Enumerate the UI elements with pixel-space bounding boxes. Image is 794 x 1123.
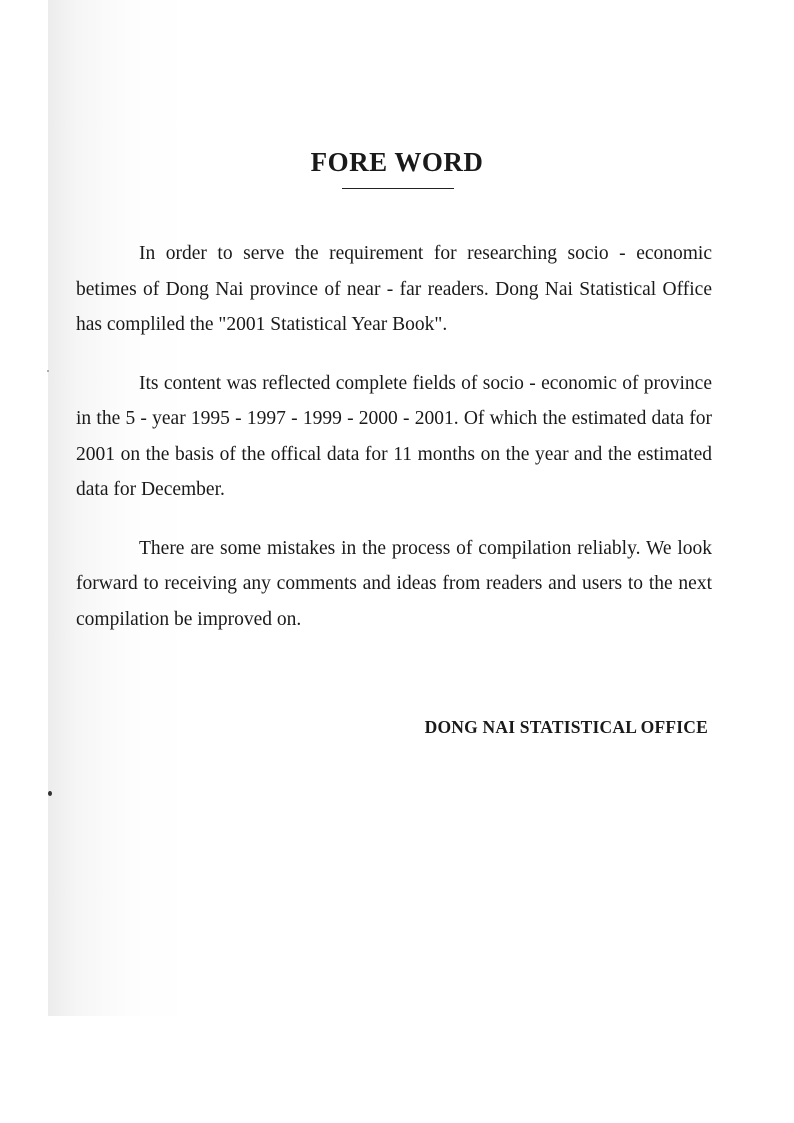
paragraph-content: Its content was reflected complete fields of socio - economic of province in the 5 - year 1995 - 1997 - 1999 - 2000 - 2001. Of which the estimated data for 2001 on the basis of the offical data for 11 months on the year and the estimated data for December. bbox=[76, 372, 712, 500]
scan-speck bbox=[48, 791, 52, 796]
page-title: FORE WORD bbox=[310, 147, 484, 177]
signature: DONG NAI STATISTICAL OFFICE bbox=[424, 717, 708, 737]
title-underline bbox=[342, 188, 454, 189]
paragraph-purpose: In order to serve the requirement for researching socio - economic betimes of Dong Nai province of near - far readers. Dong Nai Statistical Office has compliled the "2001 Statistical Year Book". bbox=[76, 243, 712, 335]
paragraph-feedback: There are some mistakes in the process of compilation reliably. We look forward to receiving any comments and ideas from readers and users to the next compilation be improved on. bbox=[76, 537, 712, 630]
scan-speck bbox=[47, 370, 49, 372]
foreword-body bbox=[76, 236, 712, 660]
